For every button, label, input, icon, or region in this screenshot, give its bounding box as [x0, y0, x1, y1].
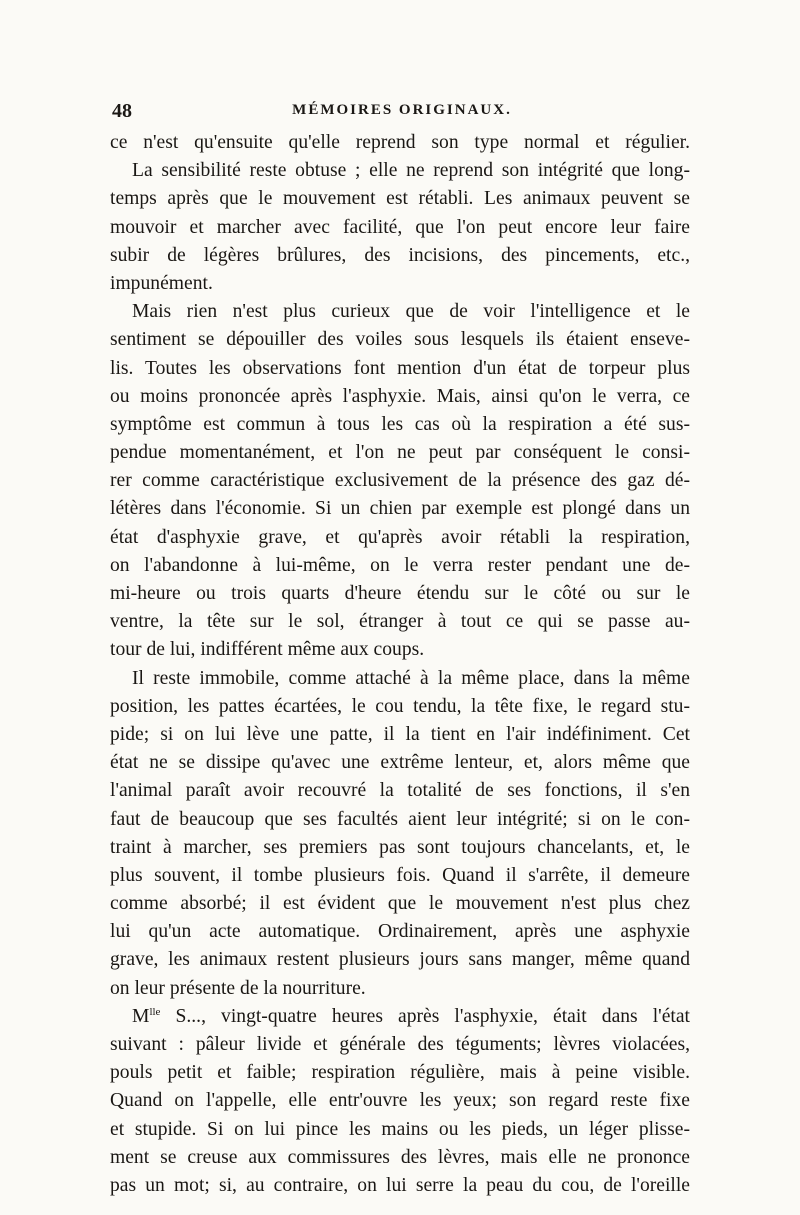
text-line: l'animal paraît avoir recouvré la totalité de ses fonctions, il s'en [110, 780, 690, 802]
text-line: lui qu'un acte automatique. Ordinairement, après une asphyxie [110, 921, 690, 943]
text-line: La sensibilité reste obtuse ; elle ne reprend son intégrité que long- [132, 160, 690, 182]
text-line: Mais rien n'est plus curieux que de voir l'intelligence et le [132, 301, 690, 323]
text-line: pendue momentanément, et l'on ne peut par conséquent le consi- [110, 442, 690, 464]
text-line: on leur présente de la nourriture. [110, 977, 366, 999]
page-number: 48 [112, 100, 132, 122]
text-line: on l'abandonne à lui-même, on le verra rester pendant une de- [110, 554, 690, 576]
honorific: M [132, 1005, 150, 1027]
text-line: position, les pattes écartées, le cou tendu, la tête fixe, le regard stu- [110, 695, 690, 717]
text-line: impunément. [110, 272, 213, 294]
text-line: et stupide. Si on lui pince les mains ou les pieds, un léger plisse- [110, 1118, 690, 1140]
text-line: ce n'est qu'ensuite qu'elle reprend son type normal et régulier. [110, 132, 690, 153]
text-line: pide; si on lui lève une patte, il la tient en l'air indéfiniment. Cet [110, 723, 690, 745]
body-text [110, 129, 690, 1200]
text-line: grave, les animaux restent plusieurs jours sans manger, même quand [110, 949, 690, 971]
text-line: ventre, la tête sur le sol, étranger à tout ce qui se passe au- [110, 611, 690, 633]
text-line: ment se creuse aux commissures des lèvres, mais elle ne prononce [110, 1146, 690, 1168]
honorific-superscript: lle [149, 1005, 161, 1018]
text-line: symptôme est commun à tous les cas où la respiration a été sus- [110, 413, 690, 435]
text-line: létères dans l'économie. Si un chien par exemple est plongé dans un [110, 498, 690, 520]
text-line: état d'asphyxie grave, et qu'après avoir rétabli la respiration, [110, 526, 690, 548]
text-line: subir de légères brûlures, des incisions, des pincements, etc., [110, 244, 690, 266]
text-line: tour de lui, indifférent même aux coups. [110, 639, 425, 661]
text-line [110, 1003, 690, 1031]
text-line: plus souvent, il tombe plusieurs fois. Quand il s'arrête, il demeure [110, 864, 690, 886]
text-line: comme absorbé; il est évident que le mouvement n'est plus chez [110, 893, 690, 915]
text-line: sentiment se dépouiller des voiles sous lesquels ils étaient enseve- [110, 329, 690, 351]
text-line: mi-heure ou trois quarts d'heure étendu sur le côté ou sur le [110, 583, 690, 604]
text-line: traint à marcher, ses premiers pas sont toujours chancelants, et, le [110, 836, 690, 858]
text-line: rer comme caractéristique exclusivement de la présence des gaz dé- [110, 470, 690, 492]
text-line: Il reste immobile, comme attaché à la même place, dans la même [132, 667, 690, 689]
text-line: pouls petit et faible; respiration régulière, mais à peine visible. [110, 1062, 690, 1084]
text-line: Quand on l'appelle, elle entr'ouvre les yeux; son regard reste fixe [110, 1090, 690, 1112]
text-line: pas un mot; si, au contraire, on lui serre la peau du cou, de l'oreille [110, 1174, 690, 1196]
page-header [112, 100, 692, 126]
text-line: mouvoir et marcher avec facilité, que l'on peut encore leur faire [110, 216, 690, 238]
text-line: temps après que le mouvement est rétabli. Les animaux peuvent se [110, 188, 690, 210]
text-line-rest: S..., vingt-quatre heures après l'asphyxie, était dans l'état [160, 1005, 690, 1027]
text-line: lis. Toutes les observations font mention d'un état de torpeur plus [110, 357, 690, 379]
text-line: faut de beaucoup que ses facultés aient leur intégrité; si on le con- [110, 808, 690, 830]
text-line: ou moins prononcée après l'asphyxie. Mais, ainsi qu'on le verra, ce [110, 385, 690, 407]
running-title: MÉMOIRES ORIGINAUX. [292, 102, 512, 118]
text-line: suivant : pâleur livide et générale des téguments; lèvres violacées, [110, 1034, 690, 1055]
text-line: état ne se dissipe qu'avec une extrême lenteur, et, alors même que [110, 752, 690, 774]
